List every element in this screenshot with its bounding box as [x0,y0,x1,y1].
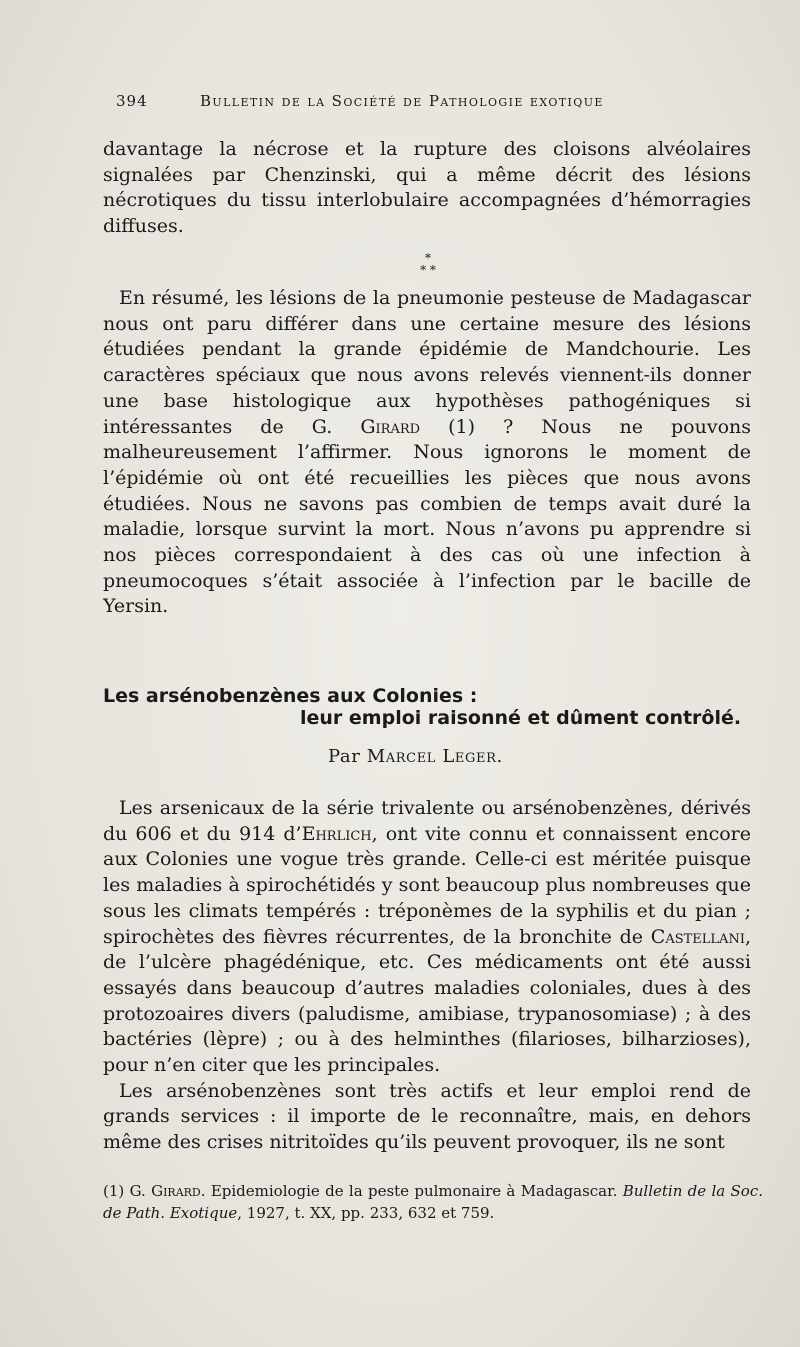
section-separator [416,252,440,276]
paragraph-continued [103,137,751,240]
article-body [103,796,751,1156]
paragraph-2: Les arsénobenzènes sont très actifs et leur emploi rend de grands services : il importe de le reconnaître, mais, en dehors même des crises nitritoïdes qu’ils peuvent provoquer, ils ne sont [103,1079,751,1154]
author-name-ehrlich: Ehrlich [301,822,372,845]
author-name-girard: Girard [360,415,421,438]
author-name: Marcel Leger. [366,746,503,767]
page-number: 394 [116,92,148,110]
footnote-journal: Bulletin de la Soc. de Path. Exotique [103,1182,764,1222]
article-title-line2: leur emploi raisonné et dûment contrôlé. [300,707,742,729]
author-name-castellani: Castellani [650,925,745,948]
article-title-line1: Les arsénobenzènes aux Colonies : [103,685,478,707]
footnote-marker: (1) [103,1182,130,1200]
footnote-details: , 1927, t. XX, pp. 233, 632 et 759. [237,1204,495,1222]
paragraph-text [103,286,751,620]
paragraph-text: davantage la nécrose et la rupture des cloisons alvéolaires signalées par Chenzinski, qui a même décrit des lésions nécrotiques du tissu interlobulaire accompagnées d’hémorragies diffuses. [103,138,751,238]
asterisk-top: * [425,251,431,265]
text-part: , de l’ulcère phagédénique, etc. Ces médicaments ont été aussi essayés dans beaucoup d’autres maladies coloniales, dues à des protozoaires divers (paludisme, amibiase, trypanosomiase) ; à des bactéries (lèpre) ; ou à des helminthes (filarioses, bilharzioses), pour n’en citer que les principales. [103,925,751,1077]
summary-paragraph [103,286,751,620]
text-part: , ont vite connu et connaissent encore aux Colonies une vogue très grande. Celle-ci est méritée puisque les maladies à spirochétidés y sont beaucoup plus nombreuses que sous les climats tempérés : tréponèmes de la syphilis et du pian ; spirochètes des fièvres récurrentes, de la bronchite de [103,822,751,948]
footnote-title: . Epidemiologie de la peste pulmonaire à Madagascar. [200,1182,623,1200]
text-part: Les arsenicaux de la série trivalente ou arsénobenzènes, dérivés du 606 et du 914 d’ [103,797,751,845]
text-part: (1) ? Nous ne pouvons malheureusement l’affirmer. Nous ignorons le moment de l’épidémie où ont été recueillies les pièces que nous avons étudiées. Nous ne savons pas combien de temps avait duré la maladie, lorsque survint la mort. Nous n’avons pu apprendre si nos pièces correspondaient à des cas où une infection à pneumocoques s’était associée à l’infection par le bacille de Yersin. [103,415,751,618]
paragraph-1 [103,796,751,1079]
footnote [103,1180,763,1224]
asterisk-bottom: * * [420,263,436,277]
footnote-author: G. Girard [129,1182,201,1200]
running-title: Bulletin de la Société de Pathologie exotique [200,92,604,110]
text-part: En résumé, les lésions de la pneumonie pesteuse de Madagascar nous ont paru différer dans une certaine mesure des lésions étudiées pendant la grande épidémie de Mandchourie. Les caractères spéciaux que nous avons relevés viennent-ils donner une base histologique aux hypothèses pathogéniques si intéressantes de G. [103,287,751,438]
article-author [328,746,503,767]
author-prefix: Par [328,746,367,767]
